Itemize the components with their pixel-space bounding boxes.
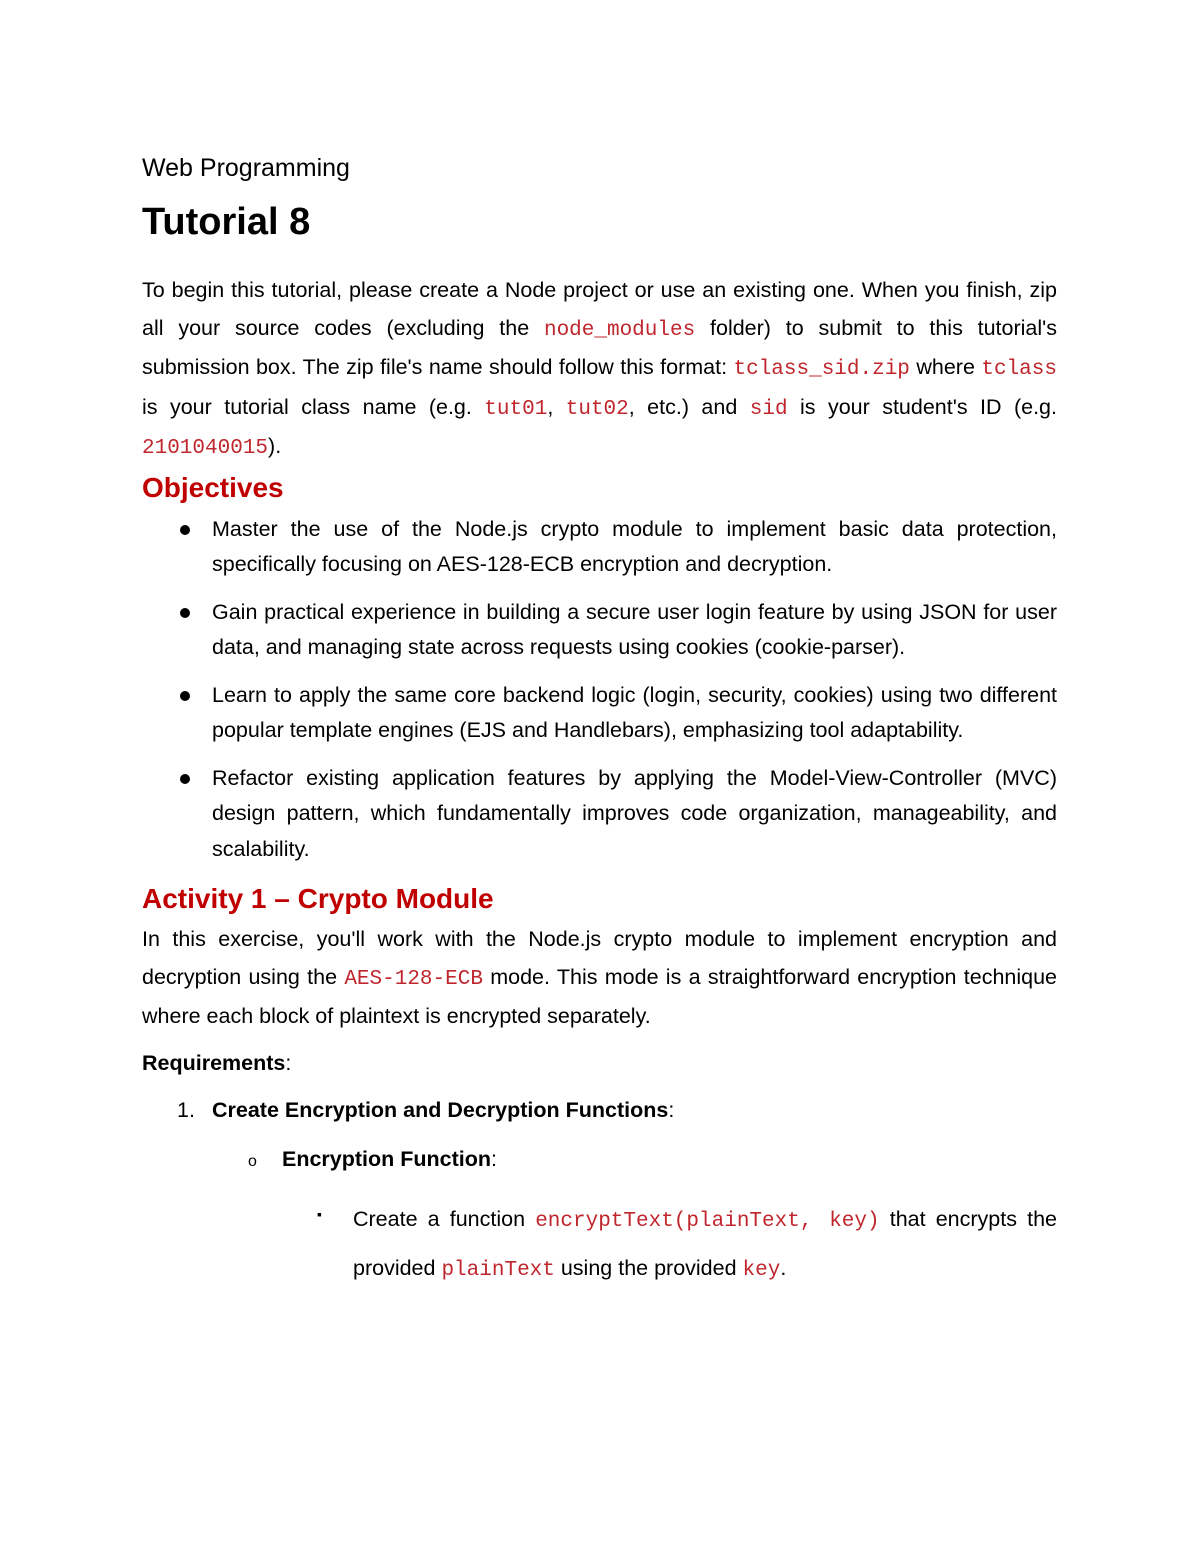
description-text: that encrypts the provided (353, 1206, 1057, 1280)
square-bullet-icon: ▪ (317, 1205, 322, 1222)
code-tut02: tut02 (565, 397, 629, 421)
intro-text: is your student's ID (e.g. (787, 394, 1057, 419)
code-key: key (742, 1258, 781, 1282)
code-tclass: tclass (981, 358, 1057, 381)
bullet-icon (180, 525, 190, 535)
step-1 (142, 1092, 1057, 1129)
step-label: Create Encryption and Decryption Functions (212, 1097, 669, 1122)
intro-text: , (547, 394, 566, 419)
activity1-paragraph (142, 921, 1057, 1036)
bullet-icon (180, 608, 190, 618)
page-title: Tutorial 8 (142, 201, 311, 243)
code-sid: sid (749, 397, 788, 421)
intro-paragraph (142, 272, 1057, 468)
objective-item (142, 761, 1057, 868)
intro-text: To begin this tutorial, please create a Node project or use an existing one. When you finish, zip all your source codes (excluding the (142, 278, 1057, 340)
objective-item (142, 678, 1057, 749)
activity1-text: In this exercise, you'll work with the Node.js crypto module to implement encryption and decryption using the (142, 927, 1057, 989)
bullet-icon (180, 691, 190, 701)
objectives-list (142, 512, 1057, 868)
code-plaintext: plainText (441, 1258, 555, 1282)
objective-item (142, 512, 1057, 583)
activity1-heading: Activity 1 – Crypto Module (142, 883, 494, 914)
activity1-text: mode. This mode is a straightforward encryption technique where each block of plaintext is encrypted separately. (142, 964, 1058, 1028)
description-text: Create a function (353, 1206, 536, 1231)
encryption-function-item (142, 1141, 1057, 1178)
intro-text: , etc.) and (628, 394, 750, 419)
code-zip-format: tclass_sid.zip (733, 358, 910, 381)
description-text: using the provided (554, 1255, 743, 1280)
intro-text: folder) to submit to this tutorial's submission box. The zip file's name should follow this format: (142, 315, 1058, 379)
step-colon: : (668, 1097, 675, 1122)
course-name: Web Programming (142, 154, 350, 182)
intro-text: is your tutorial class name (e.g. (142, 394, 485, 419)
code-encrypt-signature: encryptText(plainText, key) (535, 1209, 880, 1233)
sub-item-label: Encryption Function (282, 1146, 492, 1171)
objective-text: Master the use of the Node.js crypto module to implement basic data protection, specifically focusing on AES-128-ECB encryption and decryption. (212, 516, 1057, 576)
code-node-modules: node_modules (543, 318, 696, 342)
objective-text: Refactor existing application features by applying the Model-View-Controller (MVC) design pattern, which fundamentally improves code organization, manageability, and scalability. (212, 765, 1057, 861)
step-number: 1. (177, 1097, 195, 1122)
objective-text: Learn to apply the same core backend logic (login, security, cookies) using two different popular template engines (EJS and Handlebars), emphasizing tool adaptability. (212, 682, 1057, 742)
requirements-label-text: Requirements (142, 1050, 286, 1075)
code-student-id: 2101040015 (142, 437, 269, 460)
description-text: . (780, 1255, 787, 1280)
encrypt-text-item (142, 1196, 1057, 1294)
bullet-icon (180, 774, 190, 784)
objectives-heading: Objectives (142, 471, 284, 503)
code-aes-mode: AES-128-ECB (344, 967, 483, 991)
intro-text: where (909, 355, 982, 379)
circle-bullet-icon: o (248, 1152, 257, 1170)
code-tut01: tut01 (484, 397, 548, 421)
sub-item-colon: : (491, 1146, 498, 1171)
requirements-colon: : (285, 1050, 292, 1075)
intro-text: ). (268, 434, 282, 458)
document-content (142, 150, 1057, 1294)
objective-item (142, 595, 1057, 666)
objective-text: Gain practical experience in building a secure user login feature by using JSON for user data, and managing state across requests using cookies (cookie-parser). (212, 599, 1057, 659)
requirements-label (142, 1045, 1057, 1082)
encrypt-text-description (353, 1196, 1057, 1294)
